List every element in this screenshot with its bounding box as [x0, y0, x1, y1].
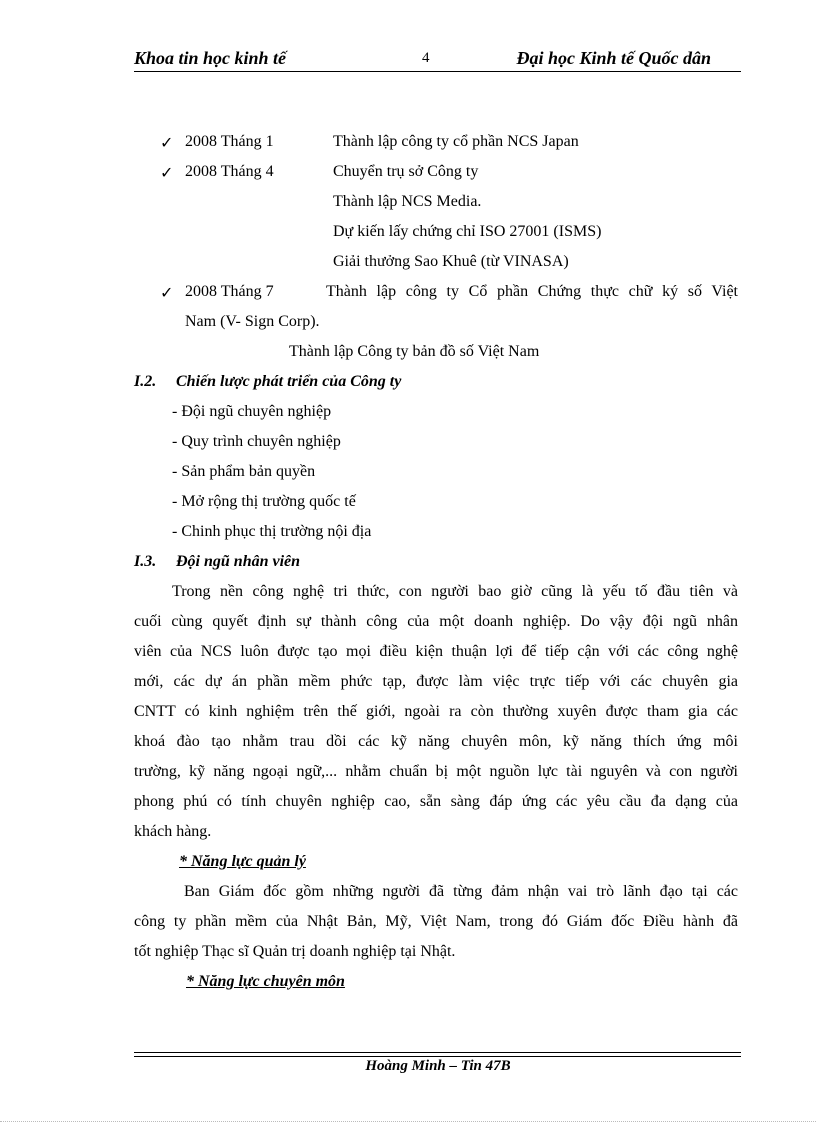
timeline-text: Thành lập Công ty bản đồ số Việt Nam: [289, 343, 540, 360]
paragraph-line: khách hàng.: [134, 823, 212, 840]
list-item: - Sản phẩm bản quyền: [172, 463, 316, 480]
subsection-title: * Năng lực quản lý: [179, 853, 306, 870]
footer-author: Hoàng Minh – Tin 47B: [365, 1058, 511, 1074]
paragraph-line: tốt nghiệp Thạc sĩ Quản trị doanh nghiệp tại Nhật.: [134, 943, 456, 960]
header-university: Đại học Kinh tế Quốc dân: [516, 48, 711, 68]
page-number: 4: [422, 50, 430, 66]
paragraph-line: Ban Giám đốc gồm những người đã từng đảm nhận vai trò lãnh đạo tại các: [184, 883, 738, 900]
paragraph-line: phong phú có tính chuyên nghiệp cao, sẵn sàng đáp ứng các yêu cầu đa dạng của: [134, 793, 738, 810]
subsection-title: * Năng lực chuyên môn: [186, 973, 345, 990]
timeline-text: Thành lập công ty cổ phần NCS Japan: [333, 133, 579, 150]
section-number: I.2.: [134, 373, 157, 390]
timeline-date: 2008 Tháng 4: [185, 163, 274, 180]
list-item: - Quy trình chuyên nghiệp: [172, 433, 341, 450]
section-number: I.3.: [134, 553, 157, 570]
timeline-text: Giải thưởng Sao Khuê (từ VINASA): [333, 253, 569, 270]
paragraph-line: cuối cùng quyết định sự thành công của một doanh nghiệp. Do vậy đội ngũ nhân: [134, 613, 738, 630]
timeline-text: Thành lập công ty Cổ phần Chứng thực chữ ký số Việt: [326, 283, 738, 300]
footer-rule: [134, 1056, 741, 1057]
section-heading: [134, 553, 300, 571]
footer-rule: [134, 1052, 741, 1053]
list-item: - Đội ngũ chuyên nghiệp: [172, 403, 332, 420]
timeline-text: Dự kiến lấy chứng chỉ ISO 27001 (ISMS): [333, 223, 602, 240]
checkmark-icon: ✓: [160, 135, 174, 152]
timeline-text: Thành lập NCS Media.: [333, 193, 482, 210]
paragraph-line: công ty phần mềm của Nhật Bản, Mỹ, Việt Nam, trong đó Giám đốc Điều hành đã: [134, 913, 738, 930]
paragraph-line: CNTT có kinh nghiệm trên thế giới, ngoài ra còn thường xuyên được tham gia các: [134, 703, 738, 720]
timeline-text: Chuyển trụ sở Công ty: [333, 163, 479, 180]
section-title: Đội ngũ nhân viên: [176, 553, 301, 570]
header-faculty: Khoa tin học kinh tế: [134, 48, 287, 68]
paragraph-line: trường, kỹ năng ngoại ngữ,... nhằm chuẩn bị một nguồn lực tài nguyên và con người: [134, 763, 738, 780]
paragraph-line: mới, các dự án phần mềm phức tạp, được làm việc trực tiếp với các chuyên gia: [134, 673, 738, 690]
timeline-date: 2008 Tháng 1: [185, 133, 274, 150]
section-title: Chiến lược phát triển của Công ty: [176, 373, 402, 390]
paragraph-line: Trong nền công nghệ tri thức, con người bao giờ cũng là yếu tố đầu tiên và: [172, 583, 738, 600]
list-item: - Mở rộng thị trường quốc tế: [172, 493, 356, 510]
paragraph-line: viên của NCS luôn được tạo mọi điều kiện thuận lợi để tiếp cận với các công nghệ: [134, 643, 738, 660]
checkmark-icon: ✓: [160, 165, 174, 182]
list-item: - Chinh phục thị trường nội địa: [172, 523, 372, 540]
page-edge: [0, 1121, 816, 1122]
timeline-date: 2008 Tháng 7: [185, 283, 274, 300]
timeline-text: Nam (V- Sign Corp).: [185, 313, 320, 330]
paragraph-line: khoá đào tạo nhằm trau dồi các kỹ năng chuyên môn, kỹ năng thích ứng môi: [134, 733, 738, 750]
section-heading: [134, 373, 401, 391]
header-rule: [134, 71, 741, 72]
checkmark-icon: ✓: [160, 285, 174, 302]
